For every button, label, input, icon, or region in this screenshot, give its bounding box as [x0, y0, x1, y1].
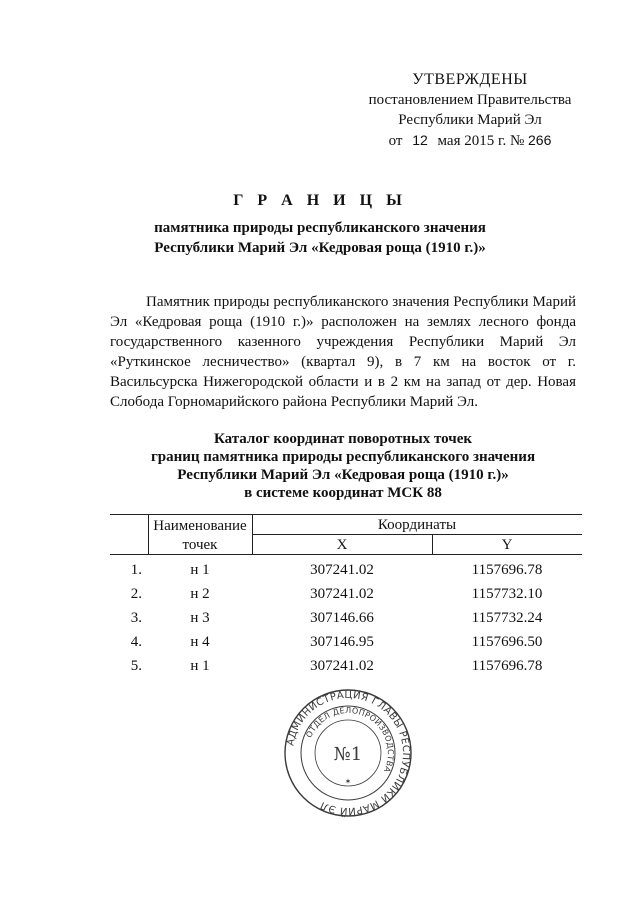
catalog-heading — [110, 430, 576, 502]
approval-date-prefix: от — [388, 133, 403, 149]
stamp-number: №1 — [333, 744, 363, 765]
table-row — [110, 608, 582, 632]
row-y: 1157696.50 — [471, 634, 543, 650]
row-point-name: н 4 — [190, 634, 210, 650]
table-row — [110, 632, 582, 656]
row-y: 1157732.24 — [471, 610, 543, 626]
stamp-outer-text: АДМИНИСТРАЦИЯ ГЛАВЫ РЕСПУБЛИКИ МАРИЙ ЭЛ — [285, 689, 412, 817]
table-sub-border — [252, 534, 582, 535]
approval-line-1: постановлением Правительства — [368, 92, 572, 108]
stamp-star-icon: ✶ — [344, 777, 352, 786]
catalog-line-1: Каталог координат поворотных точек — [213, 431, 473, 447]
row-number: 2. — [130, 586, 142, 602]
subtitle-line-2: Республики Марий Эл «Кедровая роща (1910 г.)» — [154, 240, 486, 256]
row-y: 1157732.10 — [471, 586, 543, 602]
header-y: Y — [501, 537, 513, 553]
row-number: 3. — [130, 610, 142, 626]
body-paragraph: Памятник природы республиканского значения Республики Марий Эл «Кедровая роща (1910 г.)» расположен на землях лесного фонда государственного казенного учреждения Республики Марий Эл «Руткинское лесничество» (квартал 9), в 7 км на восток от г. Васильсурска Нижегородской области и в 2 км на запад от дер. Новая Слобода Горномарийского района Республики Марий Эл. — [110, 294, 576, 410]
row-point-name: н 2 — [190, 586, 210, 602]
table-row — [110, 656, 582, 680]
approval-date-line — [360, 130, 580, 151]
approval-block — [360, 70, 580, 151]
document-title: Г Р А Н И Ц Ы — [233, 192, 407, 209]
approval-line-2: Республики Марий Эл — [398, 112, 542, 128]
row-number: 1. — [130, 562, 142, 578]
row-point-name: н 1 — [190, 562, 210, 578]
row-number: 5. — [130, 658, 142, 674]
header-x: X — [336, 537, 348, 553]
row-y: 1157696.78 — [471, 562, 543, 578]
approval-day: 12 — [412, 132, 428, 148]
row-x: 307146.95 — [310, 634, 374, 650]
table-header-bottom-border — [110, 554, 582, 555]
header-name-line-2: точек — [182, 537, 218, 553]
catalog-line-4: в системе координат МСК 88 — [244, 485, 442, 501]
stamp-inner-text: ОТДЕЛ ДЕЛОПРОИЗВОДСТВА — [304, 705, 396, 774]
catalog-line-2: границ памятника природы республиканского значения — [150, 449, 536, 465]
approval-number: 266 — [528, 132, 552, 148]
row-point-name: н 1 — [190, 658, 210, 674]
row-y: 1157696.78 — [471, 658, 543, 674]
row-number: 4. — [130, 634, 142, 650]
document-subtitle — [80, 218, 560, 258]
table-row — [110, 584, 582, 608]
table-row — [110, 560, 582, 584]
row-x: 307241.02 — [310, 658, 374, 674]
catalog-line-3: Республики Марий Эл «Кедровая роща (1910 г.)» — [177, 467, 509, 483]
official-stamp — [283, 688, 413, 818]
subtitle-line-1: памятника природы республиканского значения — [154, 220, 486, 236]
header-name-line-1: Наименование — [153, 518, 247, 534]
row-x: 307241.02 — [310, 562, 374, 578]
table-top-border — [110, 514, 582, 515]
row-point-name: н 3 — [190, 610, 210, 626]
approval-title: УТВЕРЖДЕНЫ — [412, 71, 528, 88]
header-coordinates: Координаты — [377, 517, 457, 533]
row-x: 307241.02 — [310, 586, 374, 602]
approval-month-year: мая 2015 г. № — [437, 133, 525, 149]
row-x: 307146.66 — [310, 610, 374, 626]
